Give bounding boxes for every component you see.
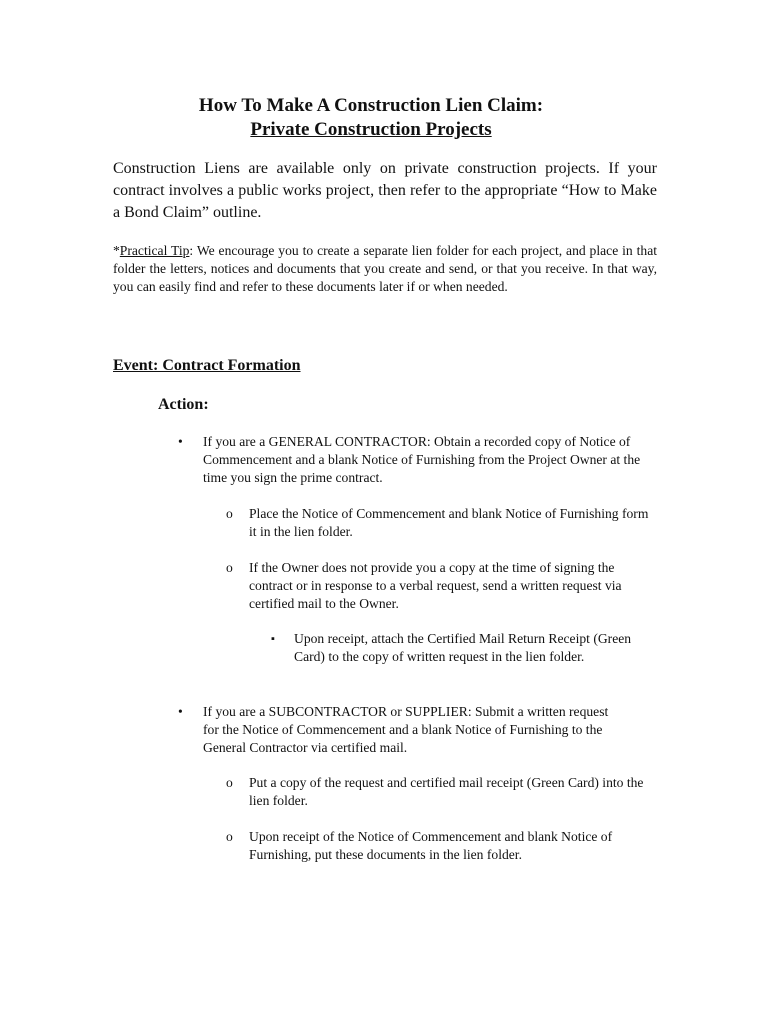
list-item: Place the Notice of Commencement and blank Notice of Furnishing form it in the lien folder.: [249, 506, 649, 539]
square-bullet-marker: ▪: [271, 633, 275, 645]
event-heading: Event: Contract Formation: [113, 357, 301, 374]
list-item: If you are a SUBCONTRACTOR or SUPPLIER: Submit a written request for the Notice of Commencement and a blank Notice of Furnishing to the General Contractor via certified mail.: [203, 704, 609, 755]
practical-tip-paragraph: [113, 242, 657, 296]
list-item: Upon receipt, attach the Certified Mail Return Receipt (Green Card) to the copy of written request in the lien folder.: [294, 631, 632, 664]
document-subtitle: Private Construction Projects: [250, 119, 492, 140]
intro-paragraph: Construction Liens are available only on private construction projects. If your contract involves a public works project, then refer to the appropriate “How to Make a Bond Claim” outline.: [113, 160, 657, 221]
sub-bullet-marker: o: [226, 560, 233, 575]
tip-text: : We encourage you to create a separate lien folder for each project, and place in that folder the letters, notices and documents that you create and send, or that you receive. In that way, you can easily find and refer to these documents later if or when needed.: [113, 243, 658, 294]
sub-bullet-marker: o: [226, 506, 233, 521]
list-item: If you are a GENERAL CONTRACTOR: Obtain a recorded copy of Notice of Commencement and a blank Notice of Furnishing from the Project Owner at the time you sign the prime contract.: [203, 434, 641, 485]
list-item: Upon receipt of the Notice of Commencement and blank Notice of Furnishing, put these documents in the lien folder.: [249, 829, 613, 862]
sub-bullet-marker: o: [226, 775, 233, 790]
bullet-marker: •: [178, 704, 183, 719]
tip-label: Practical Tip: [119, 243, 190, 258]
action-heading: Action:: [158, 396, 209, 413]
document-title: How To Make A Construction Lien Claim:: [198, 95, 544, 116]
sub-bullet-marker: o: [226, 829, 233, 844]
tip-prefix: *: [113, 243, 120, 258]
list-item: If the Owner does not provide you a copy at the time of signing the contract or in response to a verbal request, send a written request via certified mail to the Owner.: [249, 560, 622, 611]
list-item: Put a copy of the request and certified mail receipt (Green Card) into the lien folder.: [249, 775, 644, 808]
bullet-marker: •: [178, 434, 183, 449]
